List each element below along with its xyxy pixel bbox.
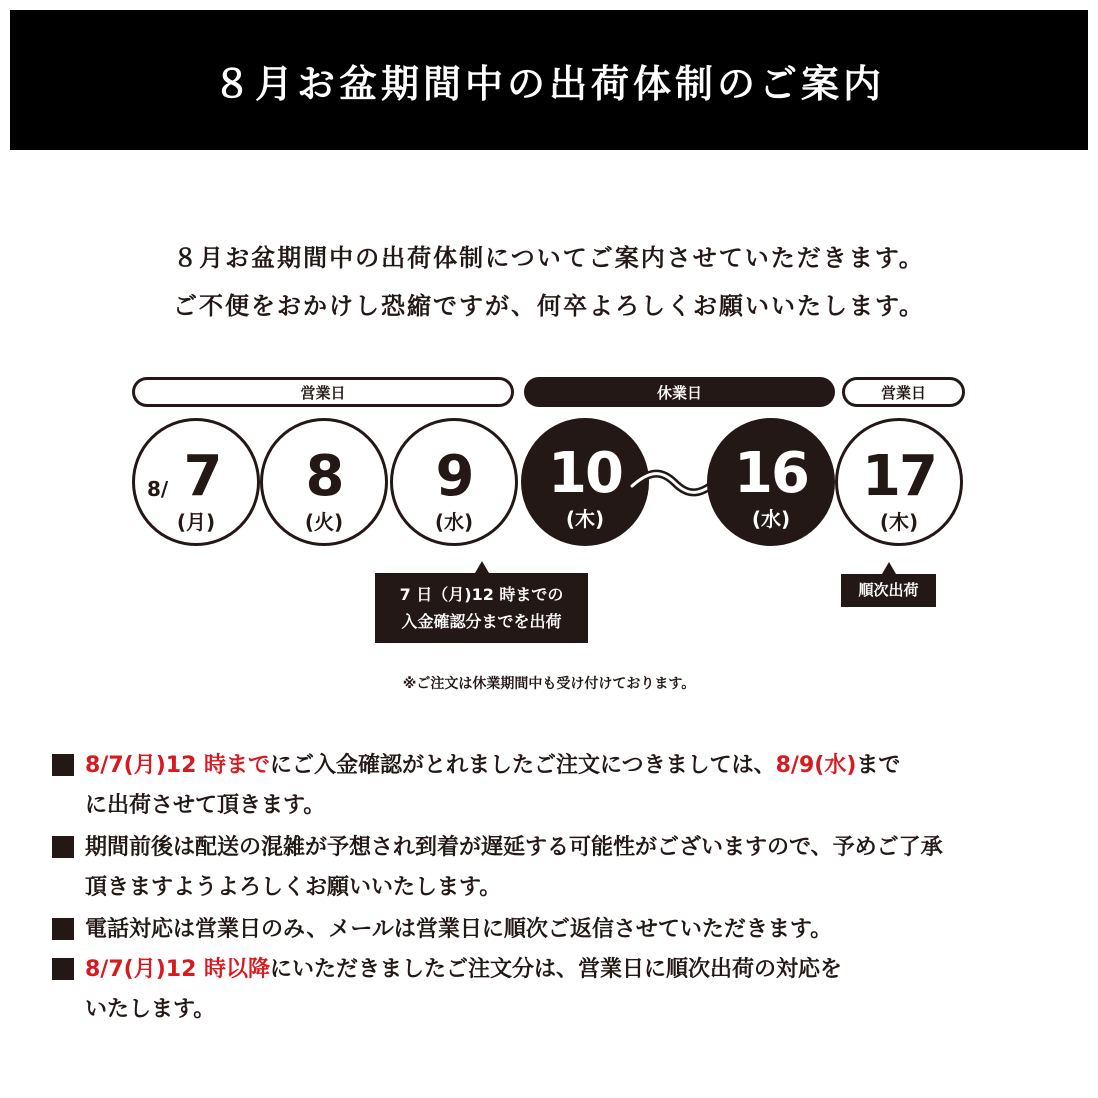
notice-text: いたします。 — [85, 997, 216, 1022]
business-day-label-right: 営業日 — [842, 377, 965, 407]
day-weekday: (木) — [565, 507, 605, 531]
notice-text: に出荷させて頂きます。 — [85, 793, 326, 818]
day-weekday: (火) — [304, 510, 344, 534]
day-number: 17 — [862, 444, 936, 509]
holiday-label: 休業日 — [524, 377, 835, 407]
day-circle-aug-17 — [835, 418, 963, 546]
month-prefix: 8/ — [147, 477, 169, 501]
page-title: ８月お盆期間中の出荷体制のご案内 — [10, 10, 1088, 150]
intro-line-2: ご不便をおかけし恐縮ですが、何卒よろしくお願いいたします。 — [172, 292, 926, 320]
day-weekday: (水) — [751, 507, 791, 531]
day-weekday: (月) — [176, 510, 216, 534]
day-weekday: (水) — [434, 510, 474, 534]
notice-text: 電話対応は営業日のみ、メールは営業日に順次ご返信させていただきます。 — [85, 917, 833, 942]
day-number: 10 — [548, 441, 622, 506]
square-bullet-icon — [52, 918, 74, 940]
shipping-cutoff-callout — [375, 573, 588, 643]
callout-line-1: 7 日（月)12 時までの — [399, 585, 564, 604]
day-number: 8 — [305, 444, 343, 509]
day-circle-aug-9 — [390, 418, 518, 546]
square-bullet-icon — [52, 958, 74, 980]
notice-text: 期間前後は配送の混雑が予想され到着が遅延する可能性がございますので、予めご了承 — [85, 835, 943, 860]
notice-item — [52, 950, 1062, 1030]
day-number: 9 — [435, 444, 473, 509]
notice-item — [52, 910, 1062, 950]
highlight-deadline: 8/7(月)12 時まで — [85, 753, 271, 778]
day-weekday: (木) — [879, 510, 919, 534]
notice-text: 頂きますようよろしくお願いいたします。 — [85, 875, 502, 900]
callout-line-2: 入金確認分までを出荷 — [401, 612, 562, 631]
highlight-after-cutoff: 8/7(月)12 時以降 — [85, 957, 271, 982]
day-number: 16 — [734, 441, 808, 506]
day-circle-aug-7 — [132, 418, 260, 546]
business-day-label-left: 営業日 — [132, 377, 514, 407]
notice-text: まで — [856, 753, 901, 778]
notice-text: にいただきましたご注文分は、営業日に順次出荷の対応を — [270, 957, 843, 982]
order-note: ※ご注文は休業期間中も受け付けております。 — [402, 676, 696, 692]
highlight-ship-date: 8/9(水) — [775, 753, 857, 778]
day-number: 7 — [183, 444, 221, 509]
sequential-shipping-callout: 順次出荷 — [841, 574, 936, 607]
square-bullet-icon — [52, 836, 74, 858]
notice-text: にご入金確認がとれましたご注文につきましては、 — [270, 753, 776, 778]
day-circle-aug-8 — [260, 418, 388, 546]
notice-item — [52, 746, 1062, 826]
day-circle-aug-16 — [707, 418, 835, 546]
notice-item — [52, 828, 1062, 908]
square-bullet-icon — [52, 754, 74, 776]
intro-line-1: ８月お盆期間中の出荷体制についてご案内させていただきます。 — [173, 244, 925, 272]
